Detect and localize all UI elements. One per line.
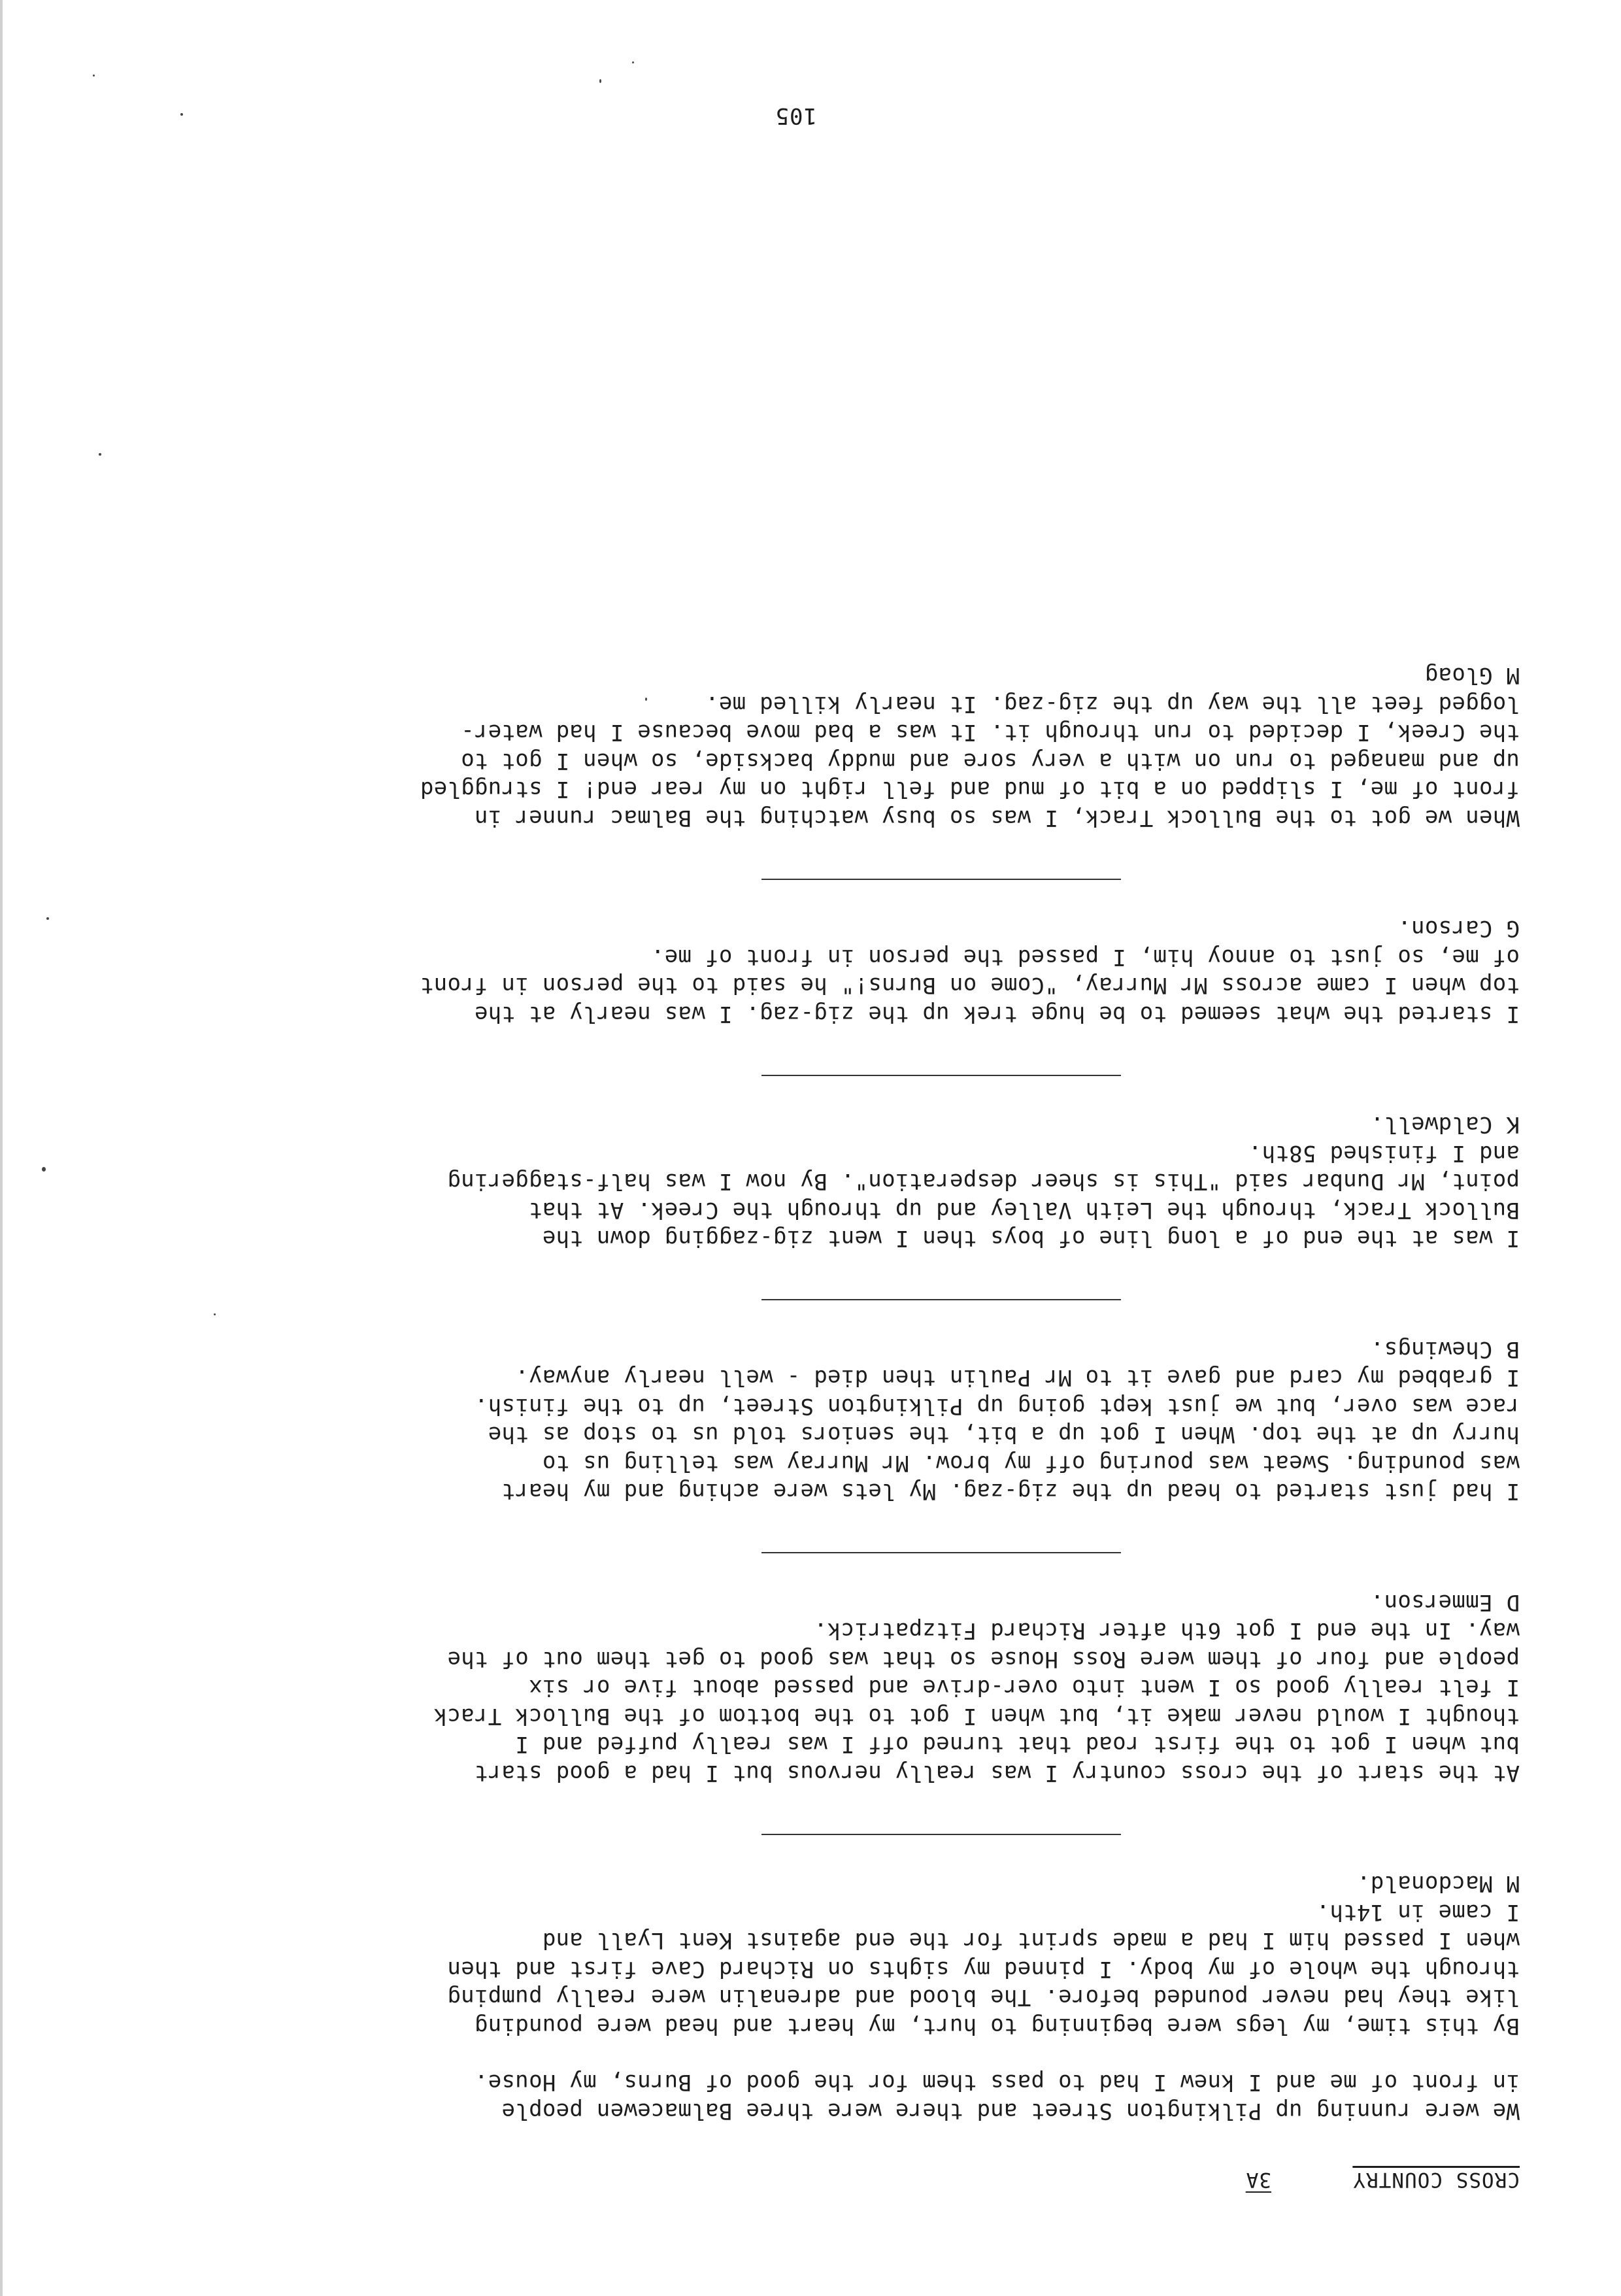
- entry: [167, 1110, 1520, 1253]
- document-body: [167, 661, 1520, 2125]
- entry: [167, 914, 1520, 1028]
- scan-speck: [93, 75, 95, 76]
- separator-line: [761, 879, 1121, 880]
- page-number: 105: [775, 103, 817, 129]
- scan-speck: [599, 79, 601, 83]
- entry-paragraph: I started the what seemed to be huge trek up the zig-zag. I was nearly at the top when I came across Mr Murray, "Come on Burns!" he said to the person in front of me, so just to annoy him, I passed the person in front of me.: [420, 944, 1520, 1027]
- scan-speck: [632, 61, 634, 63]
- entry-paragraph: At the start of the cross country I was really nervous but I had a good start but when I got to the first road that turned off I was really puffed and I thought I would never make it, but when I got to the bottom of the Bullock Track I felt really good so I went into over-drive and passed about five or six people and four of them were Ross House so that was good to get them out of the way. In the end I got 6th after Richard Fitzpatrick.: [433, 1617, 1520, 1786]
- scan-speck: [46, 917, 49, 920]
- entry: [167, 1588, 1520, 1787]
- entry-author: M Macdonald.: [1356, 1870, 1520, 1897]
- entry-paragraph: When we got to the Bullock Track, I was so busy watching the Balmac runner in front of me, I slipped on a bit of mud and fell right on my rear end! I struggled up and managed to run on with a very sore and muddy backside, so when I got to the Creek, I decided to run through it. It was a bad move because I had water- logged feet all the way up the zig-zag. It nearly killed me.: [420, 691, 1520, 831]
- entry-author: M Gloag: [1424, 662, 1520, 689]
- entry-author: B Chewings.: [1370, 1336, 1520, 1362]
- entry: [167, 1869, 1520, 2125]
- entry-paragraph: I was at the end of a long line of boys then I went zig-zagging down the Bullock Track, through the Leith Valley and up through the Creek. At that point, Mr Dunbar said "This is sheer desperation". By now I was half-staggering and I finished 58th.: [447, 1140, 1520, 1252]
- scan-speck: [180, 113, 183, 116]
- entry-paragraph: We were running up Pilkington Street and there were three Balmacewen people in front of me and I knew I had to pass them for the good of Burns, my House.: [474, 2069, 1520, 2124]
- page-reference: 3A: [1245, 2168, 1271, 2191]
- separator-line: [761, 1075, 1121, 1076]
- entry-author: K Caldwell.: [1370, 1111, 1520, 1138]
- page-title: CROSS COUNTRY: [1352, 2168, 1520, 2191]
- entry-paragraph: I had just started to head up the zig-zag. My lets were aching and my heart was pounding. Sweat was pouring off my brow. Mr Murray was telling us to hurry up at the top. When I got up a bit, the seniors told us to stop as the race was over, but we just kept going up Pilkington Street, up to the finish. I grabbed my card and gave it to Mr Paulin then died - well nearly anyway.: [474, 1364, 1520, 1505]
- scan-edge: [0, 0, 3, 2296]
- separator-line: [761, 1834, 1121, 1835]
- page-header: [1245, 2168, 1520, 2191]
- entry-author: G Carson.: [1397, 915, 1520, 942]
- entry: [167, 661, 1520, 832]
- entry-paragraph: By this time, my legs were beginning to hurt, my heart and head were pounding like they had never pounded before. The blood and adrenalin were really pumping through the whole of my body. I pinned my sights on Richard Cave first and then when I passed him I had a made sprint for the end against Kent Lyall and I came in 14th.: [447, 1899, 1520, 2039]
- entry: [167, 1335, 1520, 1506]
- separator-line: [761, 1300, 1121, 1301]
- separator-line: [761, 1553, 1121, 1554]
- scan-speck: [99, 453, 101, 456]
- entry-author: D Emmerson.: [1370, 1589, 1520, 1615]
- scan-speck: [42, 1167, 46, 1172]
